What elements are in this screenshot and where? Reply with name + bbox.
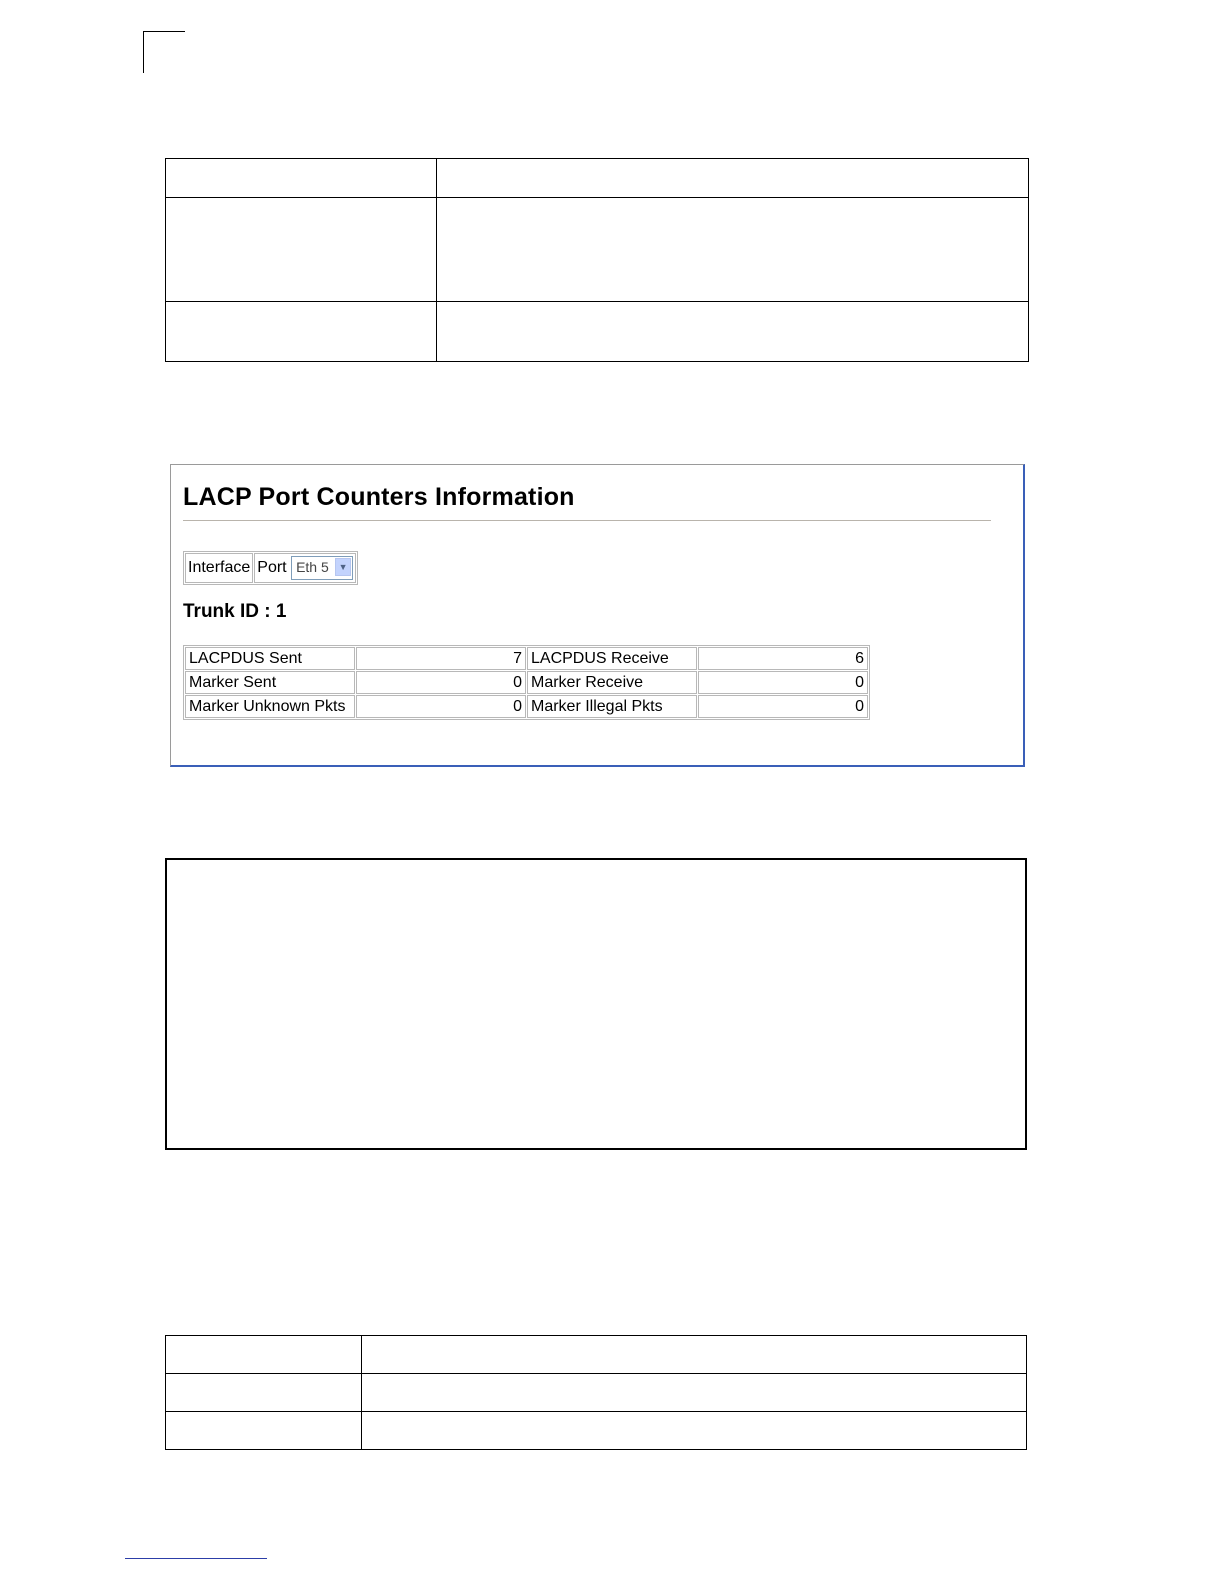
port-select[interactable] (291, 556, 353, 580)
counter-label: Marker Sent (185, 671, 355, 694)
table-row (185, 695, 868, 718)
footer-rule (125, 1558, 267, 1559)
counter-value: 0 (698, 671, 868, 694)
counters-table (183, 645, 870, 720)
port-select-value: Eth 5 (296, 559, 329, 575)
table-row (166, 302, 1029, 362)
chevron-down-icon[interactable]: ▼ (335, 558, 351, 576)
counter-label: Marker Receive (527, 671, 697, 694)
table-row (166, 198, 1029, 302)
port-label: Port (257, 559, 287, 577)
page-title: LACP Port Counters Information (183, 483, 575, 511)
top-empty-table (165, 158, 1029, 362)
crop-mark-horizontal (143, 31, 185, 32)
interface-label: Interface (185, 553, 253, 583)
counter-value: 0 (698, 695, 868, 718)
counter-value: 0 (356, 695, 526, 718)
counter-value: 6 (698, 647, 868, 670)
table-row (185, 671, 868, 694)
crop-mark-vertical (143, 31, 144, 73)
counter-label: Marker Illegal Pkts (527, 695, 697, 718)
port-cell (254, 553, 356, 583)
counter-label: LACPDUS Sent (185, 647, 355, 670)
bottom-empty-table (165, 1335, 1027, 1450)
lacp-counters-screenshot (170, 464, 1025, 767)
trunk-id-label: Trunk ID : 1 (183, 601, 287, 622)
counter-label: Marker Unknown Pkts (185, 695, 355, 718)
counter-label: LACPDUS Receive (527, 647, 697, 670)
table-row (185, 647, 868, 670)
counter-value: 7 (356, 647, 526, 670)
cli-example-box (165, 858, 1027, 1150)
counter-value: 0 (356, 671, 526, 694)
table-row (166, 1336, 1027, 1374)
table-row (166, 1412, 1027, 1450)
table-row (166, 1374, 1027, 1412)
title-divider (183, 520, 991, 521)
table-row (166, 159, 1029, 198)
interface-selector (183, 551, 358, 585)
